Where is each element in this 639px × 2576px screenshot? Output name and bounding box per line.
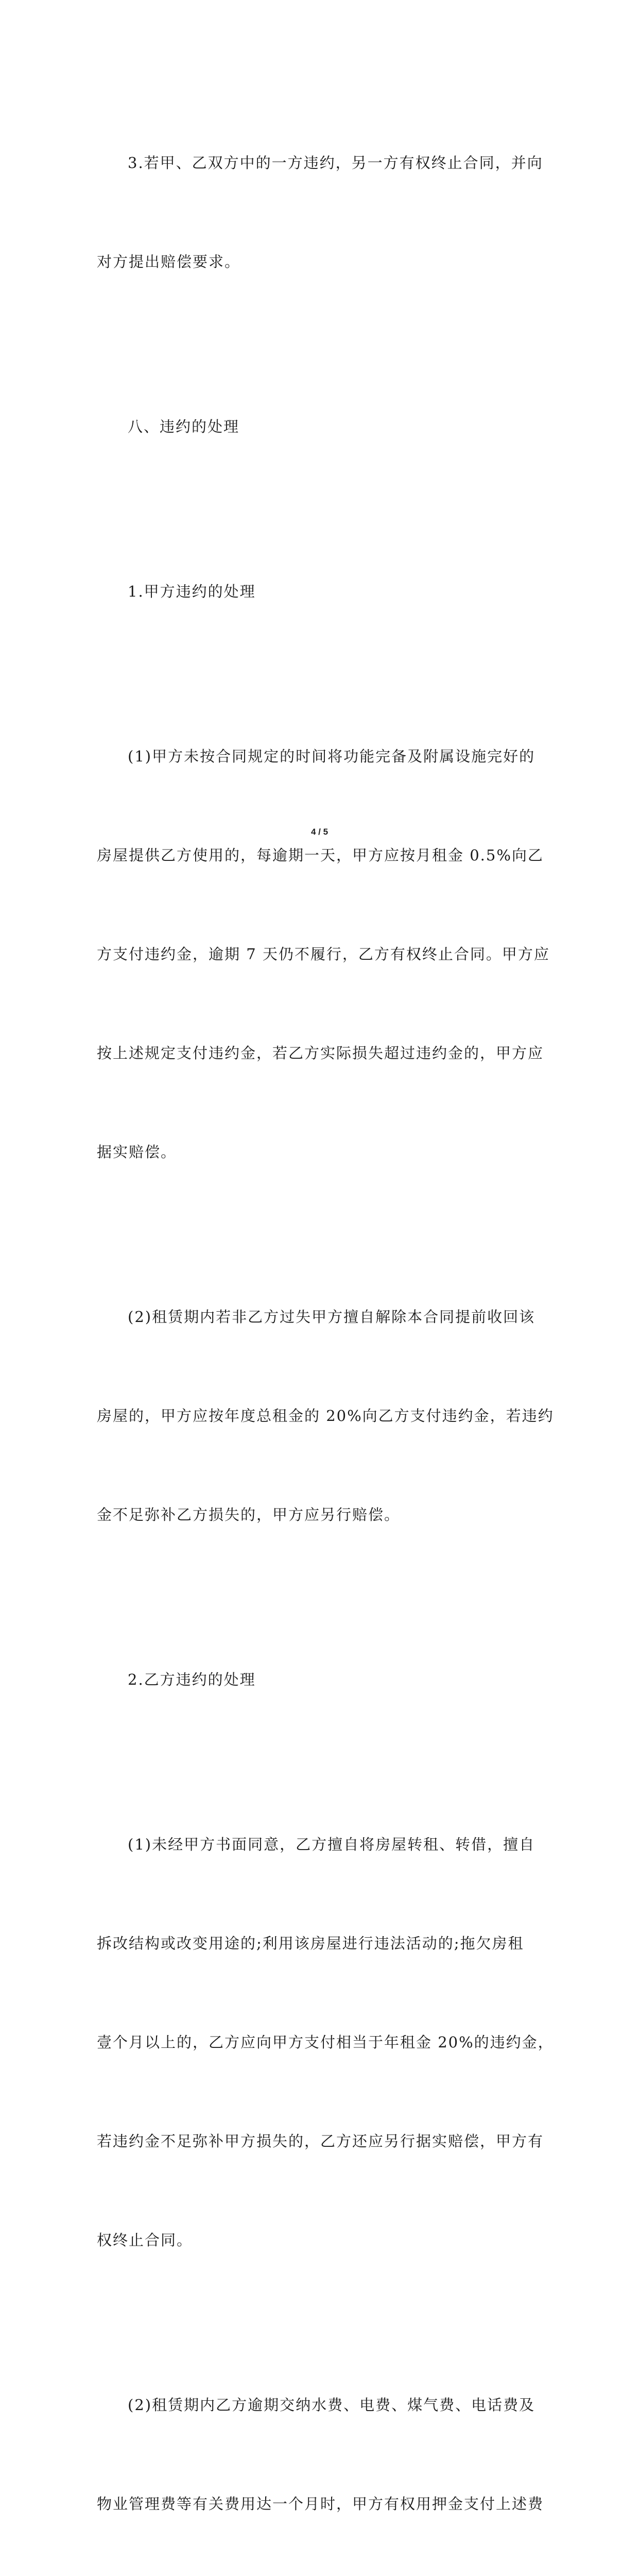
paragraph-party-b-item-1 (97, 1762, 554, 2323)
document-body (97, 80, 554, 2576)
subheading-party-a-breach (97, 509, 544, 674)
subheading-party-b-breach (97, 1597, 544, 1762)
text-line: (1)未经甲方书面同意，乙方擅自将房屋转租、转借，擅自 (128, 1836, 536, 1853)
text-line: (2)租赁期内若非乙方过失甲方擅自解除本合同提前收回该 (128, 1308, 536, 1326)
text-line: 据实赔偿。 (97, 1143, 177, 1161)
text-line: (1)甲方未按合同规定的时间将功能完备及附属设施完好的 (128, 748, 536, 765)
paragraph-clause-3 (97, 80, 544, 344)
text-line: 3.若甲、乙双方中的一方违约，另一方有权终止合同，并向 (128, 154, 543, 172)
text-line: (2)租赁期内乙方逾期交纳水费、电费、煤气费、电话费及 (128, 2396, 536, 2414)
paragraph-party-a-item-2 (97, 1234, 554, 1597)
paragraph-party-b-item-2 (97, 2323, 544, 2576)
text-line: 对方提出赔偿要求。 (97, 253, 241, 270)
text-line: 方支付违约金，逾期 7 天仍不履行，乙方有权终止合同。甲方应 (97, 945, 550, 963)
text-line: 房屋提供乙方使用的，每逾期一天，甲方应按月租金 0.5%向乙 (97, 846, 544, 864)
text-line: 八、违约的处理 (128, 418, 240, 435)
text-line: 按上述规定支付违约金，若乙方实际损失超过违约金的，甲方应 (97, 1044, 544, 1062)
text-line: 2.乙方违约的处理 (128, 1671, 256, 1688)
page-number: 4 / 5 (310, 827, 329, 837)
text-line: 物业管理费等有关费用达一个月时，甲方有权用押金支付上述费 (97, 2495, 544, 2513)
text-line: 拆改结构或改变用途的;利用该房屋进行违法活动的;拖欠房租 (97, 1935, 524, 1952)
paragraph-party-a-item-1 (97, 674, 550, 1234)
text-line: 房屋的，甲方应按年度总租金的 20%向乙方支付违约金，若违约 (97, 1407, 554, 1425)
text-line: 1.甲方违约的处理 (128, 583, 256, 600)
section-heading-breach-handling (97, 344, 544, 509)
text-line: 壹个月以上的，乙方应向甲方支付相当于年租金 20%的违约金， (97, 2033, 554, 2051)
text-line: 金不足弥补乙方损失的，甲方应另行赔偿。 (97, 1506, 401, 1523)
text-line: 权终止合同。 (97, 2231, 193, 2249)
text-line: 若违约金不足弥补甲方损失的，乙方还应另行据实赔偿，甲方有 (97, 2132, 544, 2150)
